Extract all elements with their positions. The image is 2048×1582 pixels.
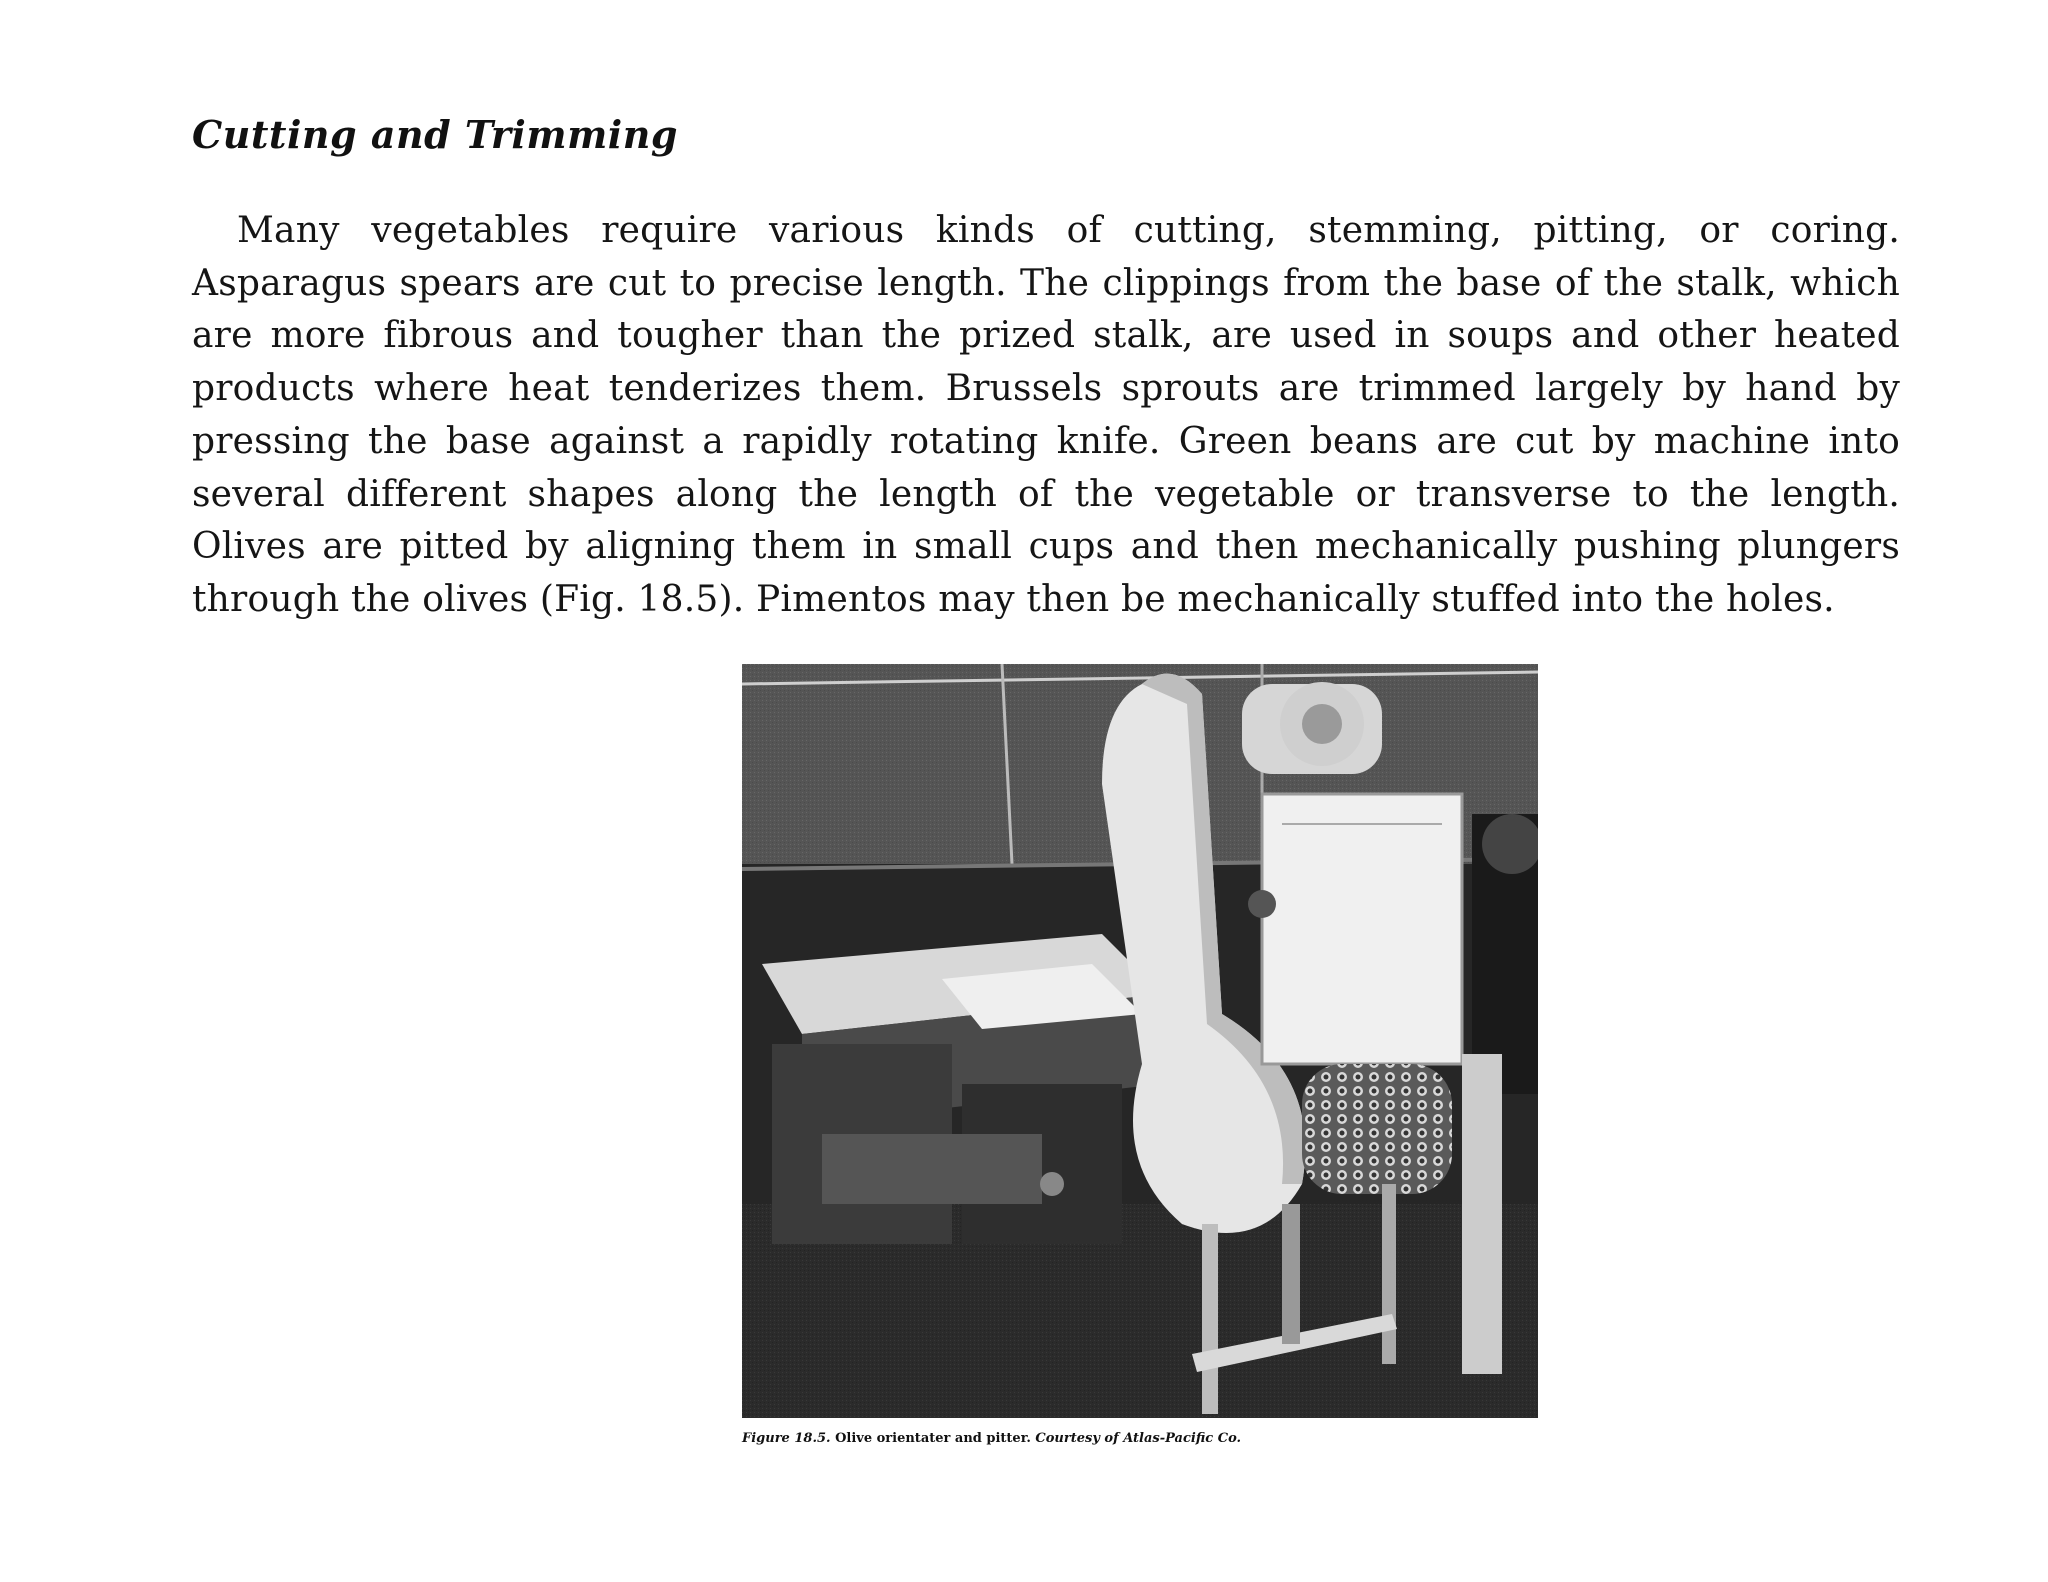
section-heading: Cutting and Trimming bbox=[192, 112, 678, 157]
figure-olive-pitter bbox=[742, 664, 1538, 1418]
figure-label: Figure 18.5. bbox=[742, 1431, 831, 1446]
body-paragraph: Many vegetables require various kinds of cutting, stemming, pitting, or coring. Asparagus spears are cut to precise length. The clippings from the base of the stalk, which are more fibrous and tougher than the prized stalk, are used in soups and other heated products where heat tenderizes them. Brussels sprouts are trimmed largely by hand by pressing the base against a rapidly rotating knife. Green beans are cut by machine into several different shapes along the length of the vegetable or transverse to the length. Olives are pitted by aligning them in small cups and then mechanically pushing plungers through the olives (Fig. 18.5). Pimentos may then be mechanically stuffed into the holes. bbox=[192, 210, 1900, 620]
figure-description: Olive orientater and pitter. bbox=[835, 1431, 1031, 1446]
machine-photo bbox=[742, 664, 1538, 1418]
figure-credit: Courtesy of Atlas-Pacific Co. bbox=[1035, 1431, 1242, 1446]
figure-caption bbox=[742, 1431, 1642, 1446]
